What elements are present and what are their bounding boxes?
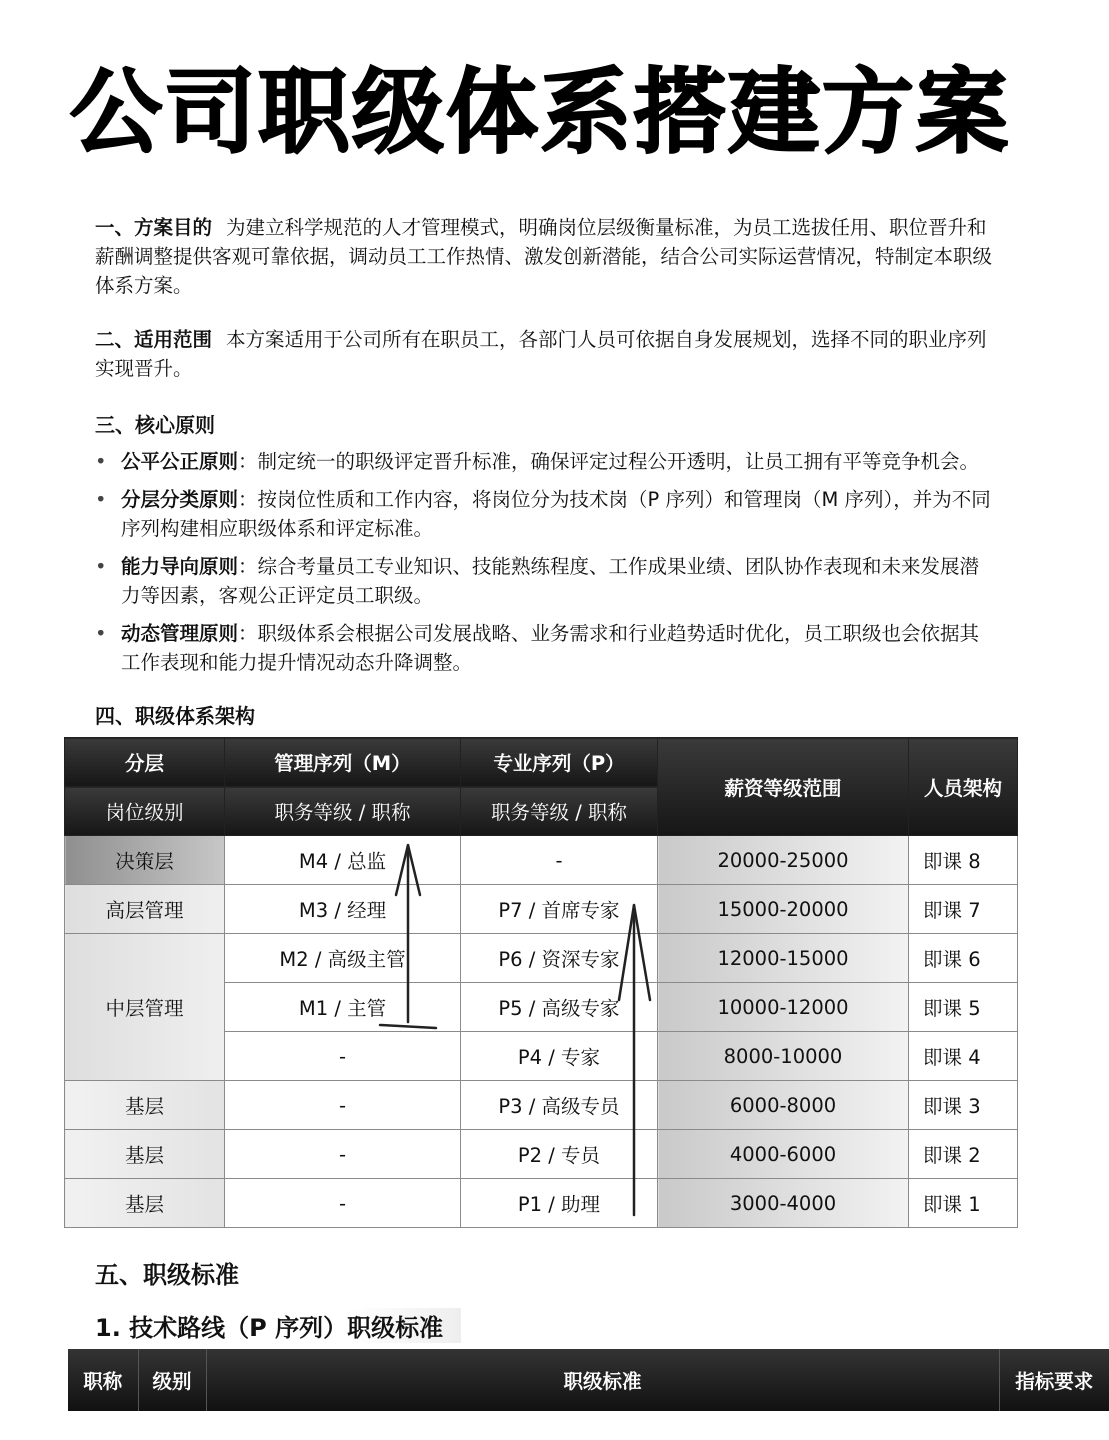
header-staff: 人员架构	[909, 738, 1018, 836]
section-scope-text: 本方案适用于公司所有在职员工，各部门人员可依据自身发展规划，选择不同的职业序列实现晋升。	[95, 328, 987, 380]
principle-title: 公平公正原则	[121, 450, 239, 473]
section-p-standards-heading: 1. 技术路线（P 序列）职级标准	[95, 1308, 461, 1343]
cell-staff: 即课 4	[909, 1032, 1018, 1081]
table-header-row	[65, 738, 1018, 787]
list-item	[95, 619, 995, 677]
cell-m: -	[225, 1179, 461, 1228]
cell-m: -	[225, 1130, 461, 1179]
cell-m: M3 / 经理	[225, 885, 461, 934]
cell-salary: 4000-6000	[658, 1130, 909, 1179]
header-p-sub: 职务等级 / 职称	[461, 787, 658, 836]
cell-layer: 高层管理	[65, 885, 225, 934]
header-layer: 分层	[65, 738, 225, 787]
cell-m: -	[225, 1081, 461, 1130]
principle-text: ：职级体系会根据公司发展战略、业务需求和行业趋势适时优化，员工职级也会依据其工作表现和能力提升情况动态升降调整。	[121, 622, 980, 674]
list-item	[95, 552, 995, 610]
list-item	[95, 447, 995, 476]
header-salary: 薪资等级范围	[658, 738, 909, 836]
principle-text: ：按岗位性质和工作内容，将岗位分为技术岗（P 序列）和管理岗（M 序列），并为不同序列构建相应职级体系和评定标准。	[121, 488, 991, 540]
section-purpose-text: 为建立科学规范的人才管理模式，明确岗位层级衡量标准，为员工选拔任用、职位晋升和薪酬调整提供客观可靠依据，调动员工工作热情、激发创新潜能，结合公司实际运营情况，特制定本职级体系方案。	[95, 216, 993, 297]
cell-layer: 基层	[65, 1130, 225, 1179]
header-level: 岗位级别	[65, 787, 225, 836]
bullet-icon: •	[95, 450, 107, 473]
table-row	[65, 934, 1018, 983]
cell-layer: 基层	[65, 1081, 225, 1130]
principle-text: ：制定统一的职级评定晋升标准，确保评定过程公开透明，让员工拥有平等竞争机会。	[238, 450, 980, 473]
section-principles-heading: 三、核心原则	[95, 413, 215, 437]
header-title: 职称	[68, 1349, 138, 1411]
cell-layer: 基层	[65, 1179, 225, 1228]
header-standard: 职级标准	[206, 1349, 999, 1411]
table-header-row	[68, 1349, 1109, 1411]
header-m-series: 管理序列（M）	[225, 738, 461, 787]
section-scope	[95, 325, 995, 383]
cell-layer: 决策层	[65, 836, 225, 885]
cell-p: P2 / 专员	[461, 1130, 658, 1179]
cell-m: -	[225, 1032, 461, 1081]
header-p-series: 专业序列（P）	[461, 738, 658, 787]
section-scope-heading: 二、适用范围	[95, 328, 213, 351]
cell-p: P7 / 首席专家	[461, 885, 658, 934]
section-standards-heading: 五、职级标准	[95, 1261, 239, 1289]
header-requirement: 指标要求	[1015, 1370, 1094, 1393]
cell-m: M1 / 主管	[225, 983, 461, 1032]
p-standards-table-header	[68, 1349, 1109, 1411]
cell-p: P6 / 资深专家	[461, 934, 658, 983]
cell-salary: 3000-4000	[658, 1179, 909, 1228]
principle-title: 能力导向原则	[121, 555, 239, 578]
cell-salary: 15000-20000	[658, 885, 909, 934]
cell-m: M2 / 高级主管	[225, 934, 461, 983]
level-structure-table	[64, 737, 1018, 1228]
cell-staff: 即课 5	[909, 983, 1018, 1032]
principles-list	[95, 447, 995, 686]
cell-p: -	[461, 836, 658, 885]
cell-salary: 20000-25000	[658, 836, 909, 885]
table-row	[65, 836, 1018, 885]
cell-salary: 6000-8000	[658, 1081, 909, 1130]
header-grade: 级别	[138, 1349, 206, 1411]
header-m-sub: 职务等级 / 职称	[225, 787, 461, 836]
bullet-icon: •	[95, 488, 107, 511]
cell-staff: 即课 1	[909, 1179, 1018, 1228]
cell-salary: 10000-12000	[658, 983, 909, 1032]
cell-p: P3 / 高级专员	[461, 1081, 658, 1130]
table-row	[65, 885, 1018, 934]
table-row	[65, 1081, 1018, 1130]
cell-staff: 即课 3	[909, 1081, 1018, 1130]
principle-title: 动态管理原则	[121, 622, 239, 645]
cell-p: P1 / 助理	[461, 1179, 658, 1228]
section-purpose-heading: 一、方案目的	[95, 216, 213, 239]
cell-staff: 即课 8	[909, 836, 1018, 885]
section-structure-heading: 四、职级体系架构	[95, 704, 255, 728]
cell-p: P4 / 专家	[461, 1032, 658, 1081]
cell-m: M4 / 总监	[225, 836, 461, 885]
cell-staff: 即课 7	[909, 885, 1018, 934]
table-row	[65, 1179, 1018, 1228]
cell-staff: 即课 2	[909, 1130, 1018, 1179]
cell-p: P5 / 高级专家	[461, 983, 658, 1032]
principle-title: 分层分类原则	[121, 488, 239, 511]
table-row	[65, 1130, 1018, 1179]
cell-salary: 12000-15000	[658, 934, 909, 983]
bullet-icon: •	[95, 622, 107, 645]
bullet-icon: •	[95, 555, 107, 578]
section-purpose	[95, 213, 995, 300]
cell-salary: 8000-10000	[658, 1032, 909, 1081]
page-title: 公司职级体系搭建方案	[69, 59, 1010, 166]
cell-layer: 中层管理	[65, 934, 225, 1081]
principle-text: ：综合考量员工专业知识、技能熟练程度、工作成果业绩、团队协作表现和未来发展潜力等因素，客观公正评定员工职级。	[121, 555, 980, 607]
list-item	[95, 485, 995, 543]
cell-staff: 即课 6	[909, 934, 1018, 983]
